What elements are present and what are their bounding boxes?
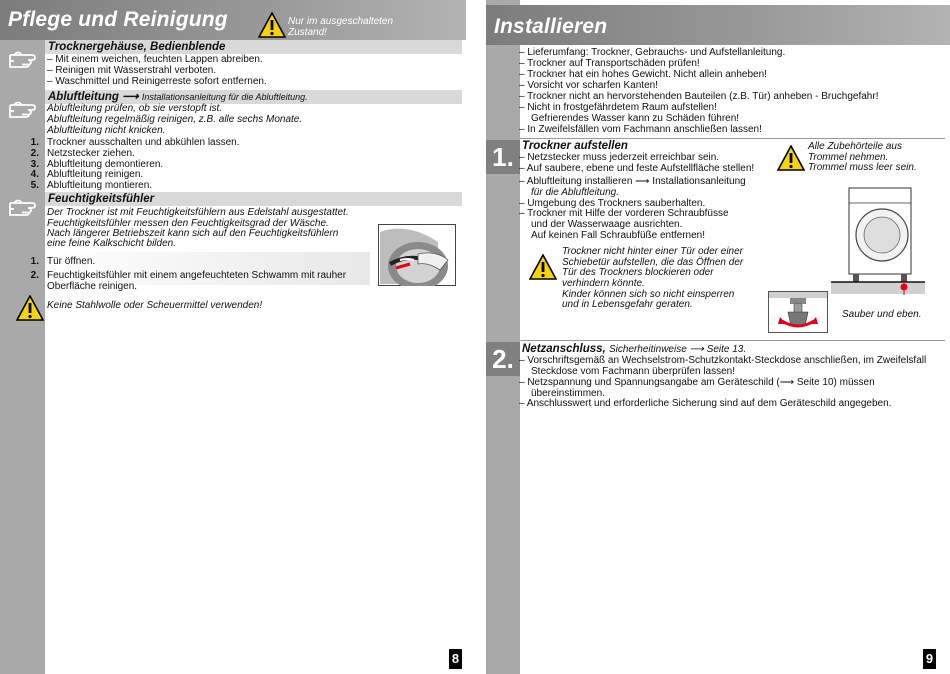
left-title-bar bbox=[0, 0, 466, 40]
step-text: Feuchtigkeitsfühler mit einem angefeuchteten Schwamm mit rauher bbox=[47, 270, 347, 281]
illustration-caption: Sauber und eben. bbox=[842, 309, 922, 320]
paragraph-line: Abluftleitung prüfen, ob sie verstopft ist. bbox=[47, 103, 223, 114]
warning-text-line: Kinder können sich so nicht einsperren bbox=[562, 289, 735, 300]
warning-text-line: verhindern könnte. bbox=[562, 278, 645, 289]
sensor-cleaning-illustration bbox=[378, 224, 456, 291]
warning-text-line: und in Lebensgefahr geraten. bbox=[562, 299, 693, 310]
warning-text-line: Schiebetür aufstellen, die das Öffnen der bbox=[562, 257, 744, 268]
list-item: – Vorschriftsgemäß an Wechselstrom-Schutzkontakt-Steckdose anschließen, im Zweifelsfall bbox=[519, 355, 927, 366]
step-number: 5. bbox=[30, 180, 39, 191]
paragraph-line: Nach längerer Betriebszeit kann sich auf den Feuchtigkeitsfühlern bbox=[47, 228, 339, 239]
warning-text-line: Tür des Trockners blockieren oder bbox=[562, 267, 714, 278]
left-page bbox=[0, 0, 466, 674]
step-number-badge: 2. bbox=[486, 342, 520, 376]
list-item: – Auf saubere, ebene und feste Aufstellfläche stellen! bbox=[519, 163, 755, 174]
list-item: – Trockner mit Hilfe der vorderen Schraubfüsse bbox=[519, 208, 729, 219]
list-item: Gefrierendes Wasser kann zu Schäden führen! bbox=[531, 113, 740, 124]
paragraph-line: Abluftleitung nicht knicken. bbox=[47, 125, 166, 136]
hand-pointer-icon bbox=[8, 97, 46, 124]
step-number-badge: 1. bbox=[486, 140, 520, 174]
right-page bbox=[486, 0, 950, 674]
list-item: – Mit einem weichen, feuchten Lappen abreiben. bbox=[47, 54, 263, 65]
paragraph-line: Feuchtigkeitsfühler messen den Feuchtigkeitsgrad der Wäsche. bbox=[47, 218, 329, 229]
list-item: – Trockner nicht an hervorstehenden Bauteilen (z.B. Tür) anheben - Bruchgefahr! bbox=[519, 91, 879, 102]
section-heading bbox=[45, 90, 462, 104]
step-heading: Trockner aufstellen bbox=[522, 140, 628, 152]
step-text: Oberfläche reinigen. bbox=[47, 281, 138, 292]
divider bbox=[520, 340, 945, 341]
step-heading bbox=[522, 344, 746, 356]
foot-adjust-illustration bbox=[768, 291, 828, 338]
list-item: – Reinigen mit Wasserstrahl verboten. bbox=[47, 65, 217, 76]
section-reference: Installationsanleitung für die Abluftleitung. bbox=[141, 92, 308, 102]
list-item: – Trockner hat ein hohes Gewicht. Nicht allein anheben! bbox=[519, 69, 767, 80]
arrow-icon: ⟶ bbox=[122, 91, 139, 103]
warning-icon bbox=[258, 12, 286, 38]
list-item: und der Wasserwaage ausrichten. bbox=[531, 219, 683, 230]
step-text: Abluftleitung demontieren. bbox=[47, 159, 164, 170]
hand-pointer-icon bbox=[8, 195, 46, 222]
page-title: Pflege und Reinigung bbox=[8, 8, 228, 31]
list-item: – Trockner auf Transportschäden prüfen! bbox=[519, 58, 700, 69]
list-item: – Waschmittel und Reinigerreste sofort entfernen. bbox=[47, 76, 267, 87]
section-heading-text: Abluftleitung bbox=[48, 91, 119, 103]
right-title-bar bbox=[486, 5, 950, 45]
list-item: für die Abluftleitung. bbox=[531, 187, 620, 198]
list-item: übereinstimmen. bbox=[531, 388, 605, 399]
paragraph-line: eine feine Kalkschicht bilden. bbox=[47, 238, 176, 249]
list-item: Steckdose vom Fachmann überprüfen lassen! bbox=[531, 366, 735, 377]
step-number: 1. bbox=[30, 137, 39, 148]
step-text: Abluftleitung montieren. bbox=[47, 180, 153, 191]
warning-text-line: Trommel nehmen. bbox=[808, 152, 889, 163]
step-number: 1. bbox=[30, 256, 39, 267]
hand-pointer-icon bbox=[8, 47, 46, 74]
step-text: Trockner ausschalten und abkühlen lassen. bbox=[47, 137, 240, 148]
warning-text-line: Alle Zubehörteile aus bbox=[808, 141, 902, 152]
page-number: 9 bbox=[923, 649, 936, 669]
list-item: – Vorsicht vor scharfen Kanten! bbox=[519, 80, 658, 91]
step-heading-ref: Sicherheitinweise ⟶ Seite 13. bbox=[608, 344, 747, 355]
page-title: Installieren bbox=[494, 15, 608, 38]
step-number: 2. bbox=[30, 148, 39, 159]
section-heading: Trocknergehäuse, Bedienblende bbox=[45, 40, 462, 54]
warning-text-line: Trockner nicht hinter einer Tür oder einer bbox=[562, 246, 744, 257]
warning-text-line: Nur im ausgeschalteten bbox=[288, 16, 394, 27]
step-number: 2. bbox=[30, 270, 39, 281]
divider bbox=[520, 138, 945, 139]
step-text: Netzstecker ziehen. bbox=[47, 148, 135, 159]
step-heading-text: Netzanschluss, bbox=[522, 343, 606, 355]
page-number: 8 bbox=[449, 649, 462, 669]
warning-icon bbox=[777, 145, 805, 171]
paragraph-line: Abluftleitung regelmäßig reinigen, z.B. alle sechs Monate. bbox=[47, 114, 303, 125]
warning-icon bbox=[529, 254, 557, 280]
step-number: 4. bbox=[30, 169, 39, 180]
list-item: – In Zweifelsfällen vom Fachmann anschließen lassen! bbox=[519, 124, 762, 135]
list-item: – Lieferumfang: Trockner, Gebrauchs- und Aufstellanleitung. bbox=[519, 47, 786, 58]
list-item: – Netzspannung und Spannungsangabe am Geräteschild (⟶ Seite 10) müssen bbox=[519, 377, 875, 388]
list-item: Auf keinen Fall Schraubfüße entfernen! bbox=[531, 230, 705, 241]
left-margin-bar bbox=[486, 0, 520, 674]
warning-text-line: Trommel muss leer sein. bbox=[808, 162, 917, 173]
list-item: – Umgebung des Trockners sauberhalten. bbox=[519, 198, 706, 209]
list-item: – Anschlusswert und erforderliche Sicherung sind auf dem Geräteschild angegeben. bbox=[519, 398, 892, 409]
warning-text: Keine Stahlwolle oder Scheuermittel verwenden! bbox=[47, 300, 263, 311]
list-item: – Nicht in frostgefährdetem Raum aufstellen! bbox=[519, 102, 717, 113]
step-text: Tür öffnen. bbox=[47, 256, 96, 267]
warning-icon bbox=[16, 295, 44, 321]
step-number: 3. bbox=[30, 159, 39, 170]
list-item: – Abluftleitung installieren ⟶ Installationsanleitung bbox=[519, 176, 746, 187]
dryer-level-illustration bbox=[830, 183, 926, 310]
list-item: – Netzstecker muss jederzeit erreichbar sein. bbox=[519, 152, 720, 163]
step-text: Abluftleitung reinigen. bbox=[47, 169, 144, 180]
paragraph-line: Der Trockner ist mit Feuchtigkeitsfühlern aus Edelstahl ausgestattet. bbox=[47, 207, 349, 218]
section-heading: Feuchtigkeitsfühler bbox=[45, 192, 462, 206]
warning-text-line: Zustand! bbox=[288, 27, 327, 38]
